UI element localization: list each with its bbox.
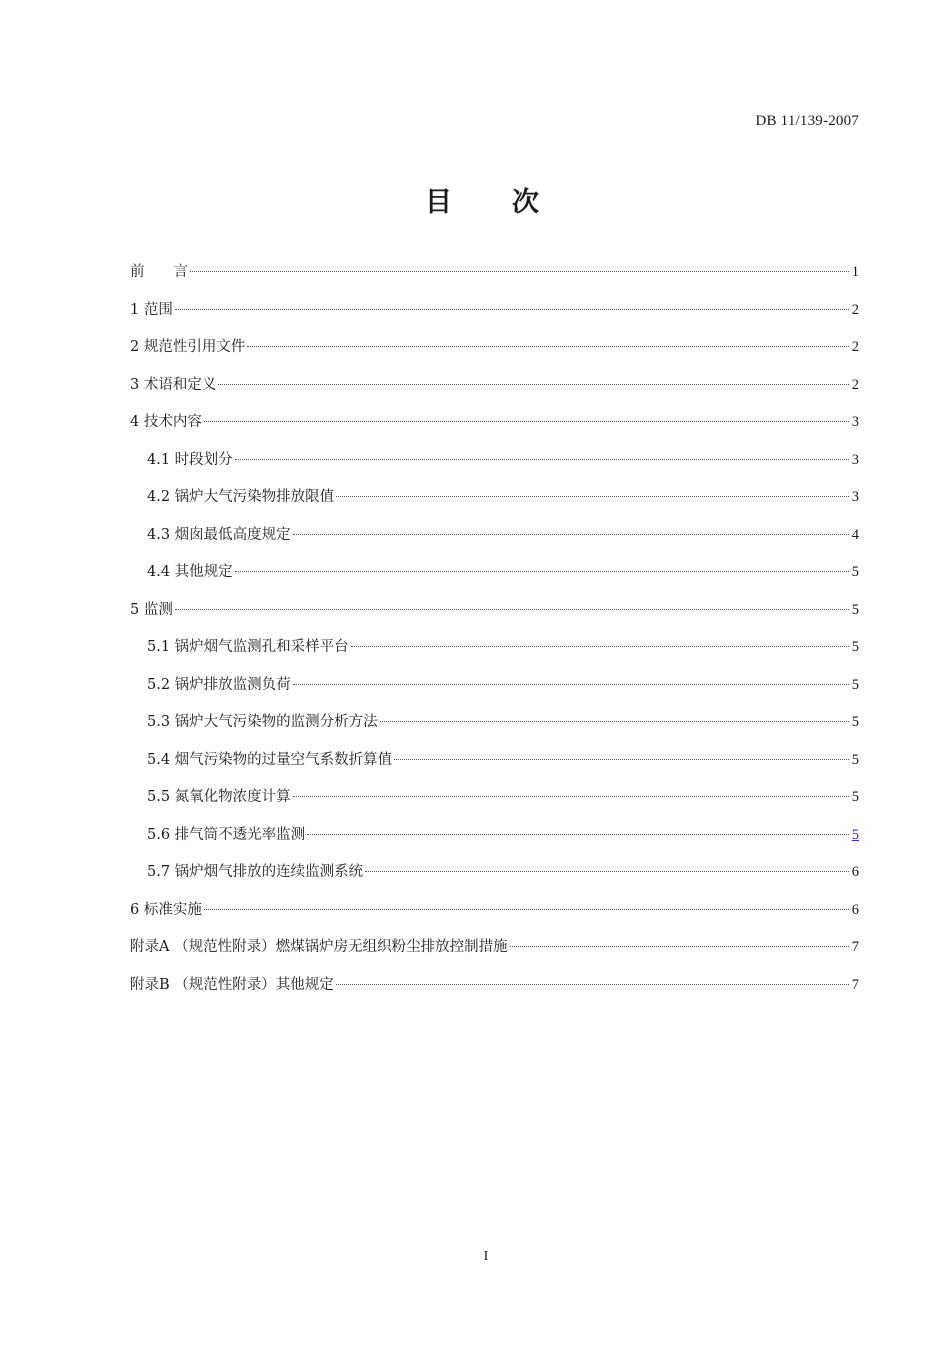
toc-page-number: 5 [851,714,859,730]
toc-entry-normative-references[interactable] [130,335,859,373]
toc-entry-5-3[interactable] [130,710,859,748]
toc-page-number: 5 [851,789,859,805]
toc-entry-5-2[interactable] [130,673,859,711]
toc-page-number: 6 [851,864,859,880]
toc-dot-leader [247,346,849,347]
toc-page-number: 2 [851,339,859,355]
toc-entry-title: 1 范围 [130,301,173,318]
toc-dot-leader [175,609,849,610]
table-of-contents [130,260,859,1010]
toc-entry-title: 5.6 排气筒不透光率监测 [147,826,306,843]
toc-page-number: 2 [851,301,859,318]
toc-entry-title: 5.7 锅炉烟气排放的连续监测系统 [147,864,364,880]
toc-entry-title: 5.2 锅炉排放监测负荷 [147,676,291,693]
toc-entry-title: 4 技术内容 [130,414,202,430]
toc-entry-terms-definitions[interactable] [130,373,859,411]
toc-dot-leader [380,721,849,722]
toc-dot-leader [204,909,849,910]
toc-entry-5-6[interactable] [130,823,859,861]
toc-page-number: 7 [851,976,859,993]
toc-dot-leader [235,459,849,460]
toc-entry-title: 4.4 其他规定 [147,564,233,580]
toc-dot-leader [351,646,849,647]
toc-dot-leader [336,496,849,497]
toc-entry-5-4[interactable] [130,748,859,786]
toc-entry-title: 附录A （规范性附录）燃煤锅炉房无组织粉尘排放控制措施 [130,939,508,955]
toc-entry-monitoring[interactable] [130,598,859,636]
toc-entry-4-1[interactable] [130,448,859,486]
toc-entry-5-1[interactable] [130,635,859,673]
toc-page-number: 4 [851,526,859,543]
toc-entry-scope[interactable] [130,298,859,336]
toc-dot-leader [218,384,849,385]
toc-dot-leader [175,309,849,310]
toc-entry-title: 5 监测 [130,601,173,618]
toc-dot-leader [336,984,849,985]
toc-entry-foreword[interactable] [130,260,859,298]
toc-page-link[interactable]: 5 [851,826,859,843]
toc-page-number: 5 [851,601,859,618]
toc-page-number: 5 [851,751,859,768]
toc-entry-title: 6 标准实施 [130,901,202,918]
toc-dot-leader [204,421,849,422]
toc-entry-title: 附录B （规范性附录）其他规定 [130,976,334,993]
toc-entry-title: 3 术语和定义 [130,376,217,393]
toc-page-number: 5 [851,639,859,655]
toc-dot-leader [510,946,849,947]
toc-page-number: 6 [851,901,859,918]
toc-dot-leader [293,684,849,685]
toc-entry-title: 5.5 氮氧化物浓度计算 [147,789,291,805]
toc-entry-appendix-b[interactable] [130,973,859,1011]
toc-dot-leader [190,271,849,272]
toc-dot-leader [394,759,849,760]
toc-page-number: 7 [851,939,859,955]
toc-dot-leader [307,834,849,835]
toc-dot-leader [235,571,849,572]
toc-entry-title: 2 规范性引用文件 [130,339,246,355]
toc-entry-title: 前 言 [130,264,188,280]
toc-entry-title: 4.1 时段划分 [147,451,233,468]
toc-page-number: 3 [851,489,859,505]
toc-entry-technical-content[interactable] [130,410,859,448]
toc-page-number: 1 [851,264,859,280]
toc-entry-4-2[interactable] [130,485,859,523]
toc-page-number: 3 [851,414,859,430]
toc-entry-title: 4.3 烟囱最低高度规定 [147,526,291,543]
toc-page-number: 5 [851,564,859,580]
toc-dot-leader [293,534,849,535]
toc-entry-title: 5.1 锅炉烟气监测孔和采样平台 [147,639,349,655]
page-number: I [483,1249,489,1264]
toc-entry-5-7[interactable] [130,860,859,898]
toc-page-number: 3 [851,451,859,468]
toc-entry-title: 4.2 锅炉大气污染物排放限值 [147,489,335,505]
toc-entry-implementation[interactable] [130,898,859,936]
page-title: 目 次 [425,187,541,218]
toc-entry-4-4[interactable] [130,560,859,598]
document-code: DB 11/139-2007 [755,113,859,129]
toc-entry-5-5[interactable] [130,785,859,823]
toc-entry-appendix-a[interactable] [130,935,859,973]
toc-page-number: 2 [851,376,859,393]
toc-dot-leader [365,871,849,872]
toc-page-number: 5 [851,676,859,693]
toc-dot-leader [293,796,849,797]
toc-entry-4-3[interactable] [130,523,859,561]
toc-entry-title: 5.4 烟气污染物的过量空气系数折算值 [147,751,393,768]
toc-entry-title: 5.3 锅炉大气污染物的监测分析方法 [147,714,378,730]
